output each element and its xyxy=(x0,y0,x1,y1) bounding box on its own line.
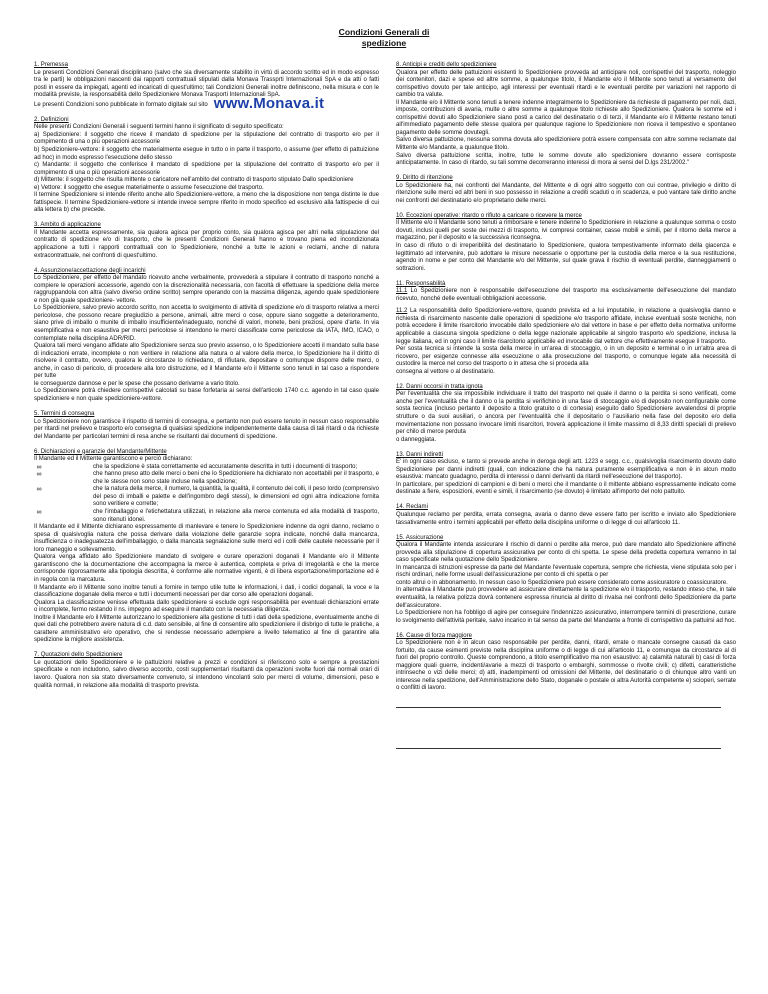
infinity-bullet-icon: ∞ xyxy=(36,463,42,471)
section-heading: 5. Termini di consegna xyxy=(34,410,95,417)
section-text: Lo Spedizioniere ha, nei confronti del Mandante, del Mittente e di ogni altro soggetto con cui contrae, privilegio e diritto di ritenzione sulle merci ed altri beni in suo possesso in relazione a crediti scaduti o in scadenza, e può vantare tale diritto anche nei confronti del destinatario e/o proprietario delle merci. xyxy=(396,182,736,204)
section-text: Le quotazioni dello Spedizioniere e le pattuizioni relative a prezzi e condizioni si riferiscono solo e sempre a prestazioni specificate e non includono, salvo diverso accordo, costi supplementari risultanti da operazioni svolte fuori dai normali orari di lavoro. Qualora non sia stato diversamente convenuto, si intendono vincolanti solo per merci di volume, dimensioni, peso e qualità normali, in relazione alla modalità di trasporto prevista. xyxy=(34,659,379,689)
section-text: Qualora tali merci vengano affidate allo Spedizioniere senza suo previo assenso, o lo Spedizioniere accetti il mandato sulla base di indicazioni errate, incomplete o non veritiere in relazione alla natura o al valore della merce, lo Spedizioniere ha il diritto di risolvere il contratto, ovvero, qualora le circostanze lo richiedano, di rifiutare, depositare o comunque disporre delle merci, o anche, in caso di pericolo, di procedere alla loro distruzione, ed il Mandante e/o il Mittente sono tenuti in tal caso a rispondere per tutte xyxy=(34,343,379,380)
section-2 xyxy=(34,117,379,215)
section-3 xyxy=(34,222,379,260)
section-1 xyxy=(34,62,379,112)
clause-number: 11.1 xyxy=(396,288,408,295)
clause-11-2 xyxy=(396,308,736,346)
warranty-text: che la natura della merce, il numero, la quantità, la qualità, il contenuto dei colli, il peso lordo (comprensivo del peso di imballi e palette e dell'ingombro degli stessi), le dimensioni ed ogni altra indicazione fornita sono veritiere e corrette; xyxy=(93,486,379,508)
section-heading: 7. Quotazioni dello Spedizioniere xyxy=(34,652,123,659)
section-heading: 8. Anticipi e crediti dello spedizioniere xyxy=(396,62,497,68)
infinity-bullet-icon: ∞ xyxy=(36,471,42,479)
section-heading: 16. Cause di forza maggiore xyxy=(396,632,472,639)
section-4 xyxy=(34,268,379,404)
section-11 xyxy=(396,281,736,377)
section-text: consegna al vettore o al destinatario. xyxy=(396,368,495,375)
section-heading: 10. Eccezioni operative: ritardo o rifiuto a caricare o ricevere la merce xyxy=(396,212,582,219)
section-12 xyxy=(396,384,736,444)
section-text: Qualora La classificazione venisse effettuata dallo spedizioniere si esclude ogni responsabilità per eventuali dichiarazioni errate o incomplete, fermo restando il ns. impegno ad eseguire il mandato con la necessaria diligenza. xyxy=(34,599,379,614)
section-13 xyxy=(396,452,736,497)
warranty-item xyxy=(34,486,379,509)
section-text: le conseguenze dannose e per le spese che possano derivarne a vario titolo. xyxy=(34,380,240,387)
section-text: Per l'eventualità che sia impossibile individuare il tratto del trasporto nel quale il danno o la perdita si sono verificati, come anche per l'eventualità che il danno o la perdita si verifichino in una fase di stoccaggio e/o di deposito non configurabile come sosta tecnica (incluso pertanto il deposito a titolo gratuito o di cortesia) eseguito dallo Spedizioniere avvalendosi di proprie strutture o da suoi ausiliari, o ancora per l'eventualità che il depositario o l'ausiliario nella fase del deposito e/o della movimentazione non possano invocare limiti risarcitori, troverà applicazione il limite massimo di 8,33 diritti speciali di prelievo per chilo di merce perduta xyxy=(396,391,736,436)
clause-11-1 xyxy=(396,288,736,303)
section-text: Per sosta tecnica si intende la sosta della merce in un'area di stoccaggio, o in un deposito e terminal o in un'altra area di ricovero, per esigenze connesse alla esecuzione o alla prosecuzione del trasporto, o comunque legate alla necessità di custodire la merce nel corso del trasporto o in attesa che si proceda alla xyxy=(396,346,736,368)
section-text: Salvo diversa pattuizione scritta, inoltre, tutte le somme dovute allo spedizioniere dovranno essere corrisposte anticipatamente. In caso di ritardo, su tali somme decorreranno interessi di mora ai sensi del D.lgs 231/2002." xyxy=(396,152,736,167)
warranty-text: che hanno preso atto delle merci o beni che lo Spedizioniere ha dichiarato non accettabili per il trasporto, e che le stesse non sono state incluse nella spedizione; xyxy=(93,471,379,485)
section-text: Qualora per effetto delle pattuizioni esistenti lo Spedizioniere provveda ad anticipare noli, corrispettivi del trasporto, noleggio dei contenitori, dazi e spese ed altre somme, a qualunque titolo, il Mandante e/o il Mittente sono tenuti al versamento del corrispettivo dovuto per tale anticipo, agli interessi per eventuali ritardi e le eventuali perdite per variazioni nel rapporto di cambio tra valute. xyxy=(396,69,736,99)
section-text: Lo Spedizioniere, salvo previo accordo scritto, non accetta lo svolgimento di attività di spedizione e/o di trasporto relativa a merci pericolose, che possono recare pregiudizio a persone, animali, altre merci o cose, oppure siano soggette a deterioramento, siano prive di imballo o munite di imballo insufficiente/inadeguato, nonché di valori, monete, beni preziosi, opere d'arte. In via esemplificativa e non esaustiva per merci pericolose si intendono le merci classificate come pericolose da IATA, IMO, ICAO, o contemplate nella disciplina ADR/RID. xyxy=(34,305,379,342)
section-6 xyxy=(34,449,379,645)
section-text: In mancanza di istruzioni espresse da parte del Mandante l'eventuale copertura, sempre che richiesta, viene stipulata solo per i rischi ordinari, nelle forme usuali dell'assicurazione per conto di chi spetta o per xyxy=(396,564,736,579)
section-text: Le presenti Condizioni sono pubblicate in formato digitale sul sito xyxy=(34,101,208,108)
clause-number: 11.2 xyxy=(396,308,408,315)
section-text: conto altrui o in abbonamento. In nessun caso lo Spedizioniere può essere considerato come assicuratore o coassicuratore. xyxy=(396,579,728,586)
section-text: Lo Spedizioniere non garantisce il rispetto di termini di consegna, e pertanto non può essere tenuto in nessun caso responsabile per ritardi nel prelievo e trasporto e/o consegna di qualsiasi spedizione indipendentemente dalla causa di tali ritardi o da richieste del Mandante per particolari termini di resa anche se risultanti dai documenti di spedizione. xyxy=(34,418,379,440)
document-title xyxy=(0,27,768,49)
right-column xyxy=(396,62,736,749)
section-text: o danneggiata. xyxy=(396,436,437,443)
section-heading: 4. Assunzione/accettazione degli incarichi xyxy=(34,267,146,274)
definition-item: d) Mittente: il soggetto che risulta mittente o caricatore nell'ambito del contratto di trasporto stipulato Dallo spedizioniere xyxy=(34,177,354,184)
section-heading: 12. Danni occorsi in tratta ignota xyxy=(396,383,483,390)
section-text: Il Mandante e/o il Mittente sono tenuti a tenere indenne integralmente lo Spedizioniere da richieste di pagamento per noli, dazi, imposte, contribuzioni di avaria, multe o altre somme a qualunque titolo richieste allo Spedizioniere. Qualora le somme ed i corrispettivi dovuti allo Spedizioniere siano posti a carico del destinatario o di terzi, il Mandante e/o il Mittente restano tenuti all'immediato pagamento delle stesse qualora per qualunque ragione lo Spedizioniere non riceva il tempestivo e spontaneo pagamento delle somme dovutegli. xyxy=(396,99,736,136)
infinity-bullet-icon: ∞ xyxy=(36,486,42,494)
divider-line xyxy=(396,707,721,708)
section-text: Qualora il Mandante intenda assicurare il rischio di danni o perdite alla merce, può dare mandato allo Spedizioniere affinché provveda alla stipulazione di copertura assicurativa per conto di chi spetta. Le spese della predetta copertura verranno in tal caso specificate nella quotazione dello Spedizioniere. xyxy=(396,542,736,564)
section-text: Salvo diversa pattuizione, nessuna somma dovuta allo spedizioniere potrà essere compensata con altre somme reclamate dal Mittente e/o Mandante, a qualunque titolo. xyxy=(396,137,736,152)
section-text: Le presenti Condizioni Generali disciplinano (salvo che sia diversamente stabilito in virtù di accordo scritto ed in modo espresso tra le parti) le obbligazioni nascenti dai rapporti contrattuali stipulati dalla Monava Trassprti Internazionali SpA e da atti o fatti posti in essere da impiegati, agenti ed incaricati di quest'ultimo; tali Condizioni Generali inoltre definiscono, nella misura e con le modalità previste, la responsabilità dello Spedizioniere Monava Trasporti Internazionali SpA. xyxy=(34,69,379,99)
section-14 xyxy=(396,504,736,527)
document-title-line2: spedizione xyxy=(361,38,407,48)
section-heading: 1. Premessa xyxy=(34,62,68,68)
clause-text: La responsabilità dello Spedizioniere-vettore, quando prevista ed a lui imputabile, in relazione a qualsivoglia danno e richiesta di risarcimento nascente dalle operazioni di spedizione e/o trasporto affidate, incluse eventuali soste tecniche, non potrà eccedere il limite risarcitorio invocabile dallo spedizioniere e/o dal vettore in base e per effetto della normativa uniforme applicabile a ciascuna singola spedizione o della legge nazionale applicabile al singolo trasporto e/o spedizione, inclusa la legge italiana, ed in ogni caso il limite risarcitorio applicabile ed invocabile dal vettore che effettivamente esegue il trasporto. xyxy=(396,308,736,345)
section-text: Il Mittente e/o il Mandante sono tenuti a rimborsare e tenere indenne lo Spedizioniere in relazione a qualunque somma o costo dovuti, inclusi quelli per soste dei mezzi di trasporto, ivi compresi container, casse mobili e simili, per il ritorno della merce a magazzino, per il deposito e la successiva riconsegna. xyxy=(396,220,736,242)
section-heading: 13. Danni indiretti xyxy=(396,451,444,458)
section-16 xyxy=(396,633,736,693)
section-text: Lo Spedizioniere, per effetto del mandato ricevuto anche verbalmente, provvederà a stipulare il contratto di trasporto nonché a compiere le operazioni accessorie, agendo con la discrezionalità necessaria, con facoltà di effettuare la spedizione della merce raggruppandola con altra (salvo diverso ordine scritto) sempre operando con la massima diligenza, agendo quale spedizioniere e non già quale spedizioniere- vettore. xyxy=(34,275,379,304)
section-heading: 15. Assicurazione xyxy=(396,534,444,541)
section-heading: 6. Dichiarazioni e garanzie del Mandante/Mittente xyxy=(34,448,167,455)
section-text: Lo Spedizioniere non ha l'obbligo di agire per conseguire l'indennizzo assicurativo, interrompere termini di prescrizione, curare lo svolgimento dell'attività peritale, salvo incarico in tal senso da parte del Mandante a fronte di corrispettivo da pattuirsi ad hoc. xyxy=(396,610,736,624)
section-text: E' in ogni caso escluso, e tanto si prevede anche in deroga degli artt. 1223 e segg. c.c., qualsivoglia risarcimento dovuto dallo Spedizioniere per danni indiretti (quali, con indicazione che ha natura puramente esemplificativa e non è in alcun modo esaustiva: mancato guadagno, perdita di interessi o danni derivanti da ritardi nell'esecuzione del trasporto). xyxy=(396,459,736,481)
section-text: Il termine Spedizioniere si intende riferito anche allo Spedizioniere-vettore, a meno che la disposizione non tenga distinte le due fattispecie. Il termine Spedizioniere-vettore si intende invece sempre riferito in modo specifico ed esclusivo alla fattispecie di cui alla lettera b) che precede. xyxy=(34,192,379,214)
warranty-item xyxy=(34,471,379,486)
infinity-bullet-icon: ∞ xyxy=(36,509,42,517)
monava-logo[interactable]: www.Monava.it xyxy=(213,94,325,112)
warranty-item xyxy=(34,464,379,472)
section-text: Il Mandante accetta espressamente, sia qualora agisca per proprio conto, sia qualora agisca per altri nella stipulazione del contratto di spedizione e/o di trasporto, che le presenti Condizioni Generali hanno e trovano piena ed incondizionata applicazione a tutti i rapporti contrattuali con lo Spedizioniere, nonché a tutte le azioni e reclami, anche di natura extracontrattuale, nei confronti di quest'ultimo. xyxy=(34,229,379,259)
section-15 xyxy=(396,535,736,626)
definition-item: e) Vettore: il soggetto che esegue materialmente o assume l'esecuzione del trasporto. xyxy=(34,184,264,191)
section-heading: 14. Reclami xyxy=(396,504,428,511)
warranty-text: che l'imballaggio e l'etichettatura utilizzati, in relazione alla merce contenuta ed alla modalità di trasporto, sono ritenuti idonei. xyxy=(93,509,379,523)
divider-line xyxy=(396,748,721,749)
section-heading: 11. Responsabilità xyxy=(396,280,446,287)
left-column xyxy=(34,62,379,698)
section-text: Il Mandante e/o il Mittente sono inoltre tenuti a fornire in tempo utile tutte le informazioni, i dati, i codici doganali, la voce e la classificazione doganale della merce e tutti i documenti necessari per dar corso alle operazioni doganali. xyxy=(34,584,379,599)
definition-item: b) Spedizioniere-vettore: il soggetto che materialmente esegue in tutto o in parte il trasporto, o assume (per effetto di pattuizione ad hoc) in modo espresso l'esecuzione dello stesso xyxy=(34,146,379,161)
warranty-item xyxy=(34,509,379,524)
section-text: Il Mandante ed il Mittente garantiscono e perciò dichiarano: xyxy=(34,456,193,463)
section-text: In alternativa il Mandante può provvedere ad assicurare direttamente la spedizione e/o il trasporto, restando inteso che, in tale eventualità, la relativa polizza dovrà contenere espressa rinuncia al diritto di rivalsa nei confronti dello Spedizioniere da parte dell'assicuratore. xyxy=(396,587,736,609)
clause-text: Lo Spedizioniere non è responsabile dell'esecuzione del trasporto ma esclusivamente dell'esecuzione del mandato ricevuto, nonché delle eventuali obbligazioni accessorie. xyxy=(396,288,736,302)
definition-item: a) Spedizioniere: il soggetto che riceve il mandato di spedizione per la stipulazione del contratto di trasporto e/o per il compimento di una o più operazioni accessorie xyxy=(34,131,379,146)
section-heading: 2. Definizioni xyxy=(34,116,69,123)
section-7 xyxy=(34,652,379,690)
section-10 xyxy=(396,213,736,273)
definition-item: c) Mandante: il soggetto che conferisce il mandato di spedizione per la stipulazione del contratto di trasporto e/o per il compimento di una o più operazioni accessorie xyxy=(34,162,379,176)
warranty-text: che la spedizione è stata correttamente ed accuratamente descritta in tutti i documenti di trasporto; xyxy=(93,463,358,470)
section-5 xyxy=(34,411,379,441)
section-text: In caso di rifiuto o di irreperibilità del destinatario lo Spedizioniere, qualora tempestivamente informato della giacenza e legittimato ad intervenire, può adottare le misure necessarie o opportune per la custodia della merce e la sua restituzione, agendo in nome e per conto del Mandante e/o del Mittente, sul quale grava il rischio di eventuali perdite, danneggiamenti o sottrazioni. xyxy=(396,243,736,272)
section-heading: 3. Ambito di applicazione xyxy=(34,222,101,229)
section-text: Qualora venga affidato allo Spedizioniere mandato di svolgere e curare operazioni doganali il Mandante e/o il Mittente garantiscono che la documentazione che accompagna la merce è autentica, completa e priva di irregolarità e che la merce corrisponde rigorosamente alla tipologia descritta, è conforme alle normative vigenti, è di libera esportazione/importazione ed è in regola con la marcatura. xyxy=(34,554,379,583)
section-text: Qualunque reclamo per perdita, errata consegna, avaria o danno deve essere fatto per iscritto e inviato allo Spedizioniere tassativamente entro i termini applicabili per effetto della disciplina uniforme o di legge di cui all'articolo 11. xyxy=(396,511,736,526)
section-8 xyxy=(396,62,736,168)
section-9 xyxy=(396,175,736,205)
section-text: In particolare, per spedizioni di campioni e di beni o merci che il mandante o il mittente abbiano espressamente indicato come destinate a fiere, esposizioni, eventi e simili, il risarcimento (se dovuto) è limitato all'importo del nolo pattuito. xyxy=(396,481,736,496)
section-text: Nelle presenti Condizioni Generali i seguenti termini hanno il significato di seguito specificato: xyxy=(34,124,284,131)
section-heading: 9. Diritto di ritenzione xyxy=(396,175,453,182)
section-text: Lo Spedizioniere non è in alcun caso responsabile per perdite, danni, ritardi, errate o mancate consegne causati da caso fortuito, da cause esimenti previste nella disciplina uniforme o di legge di cui all'articolo 11, e comunque da circostanze al di fuori del proprio controllo. Queste comprendono, a titolo esemplificativo ma non esaustivo: a) calamità naturali b) casi di forza maggiore quali guerre, incidenti/avarie a mezzi di trasporto o embarghi, sommosse o rivolte civili; c) difetti, caratteristiche intrinseche o vizi delle merci; d) atti, inadempimenti od omissioni del Mittente, del destinatario o di chiunque altro vanti un interesse nella spedizione, dell'Amministrazione dello Stato, doganale o postale oi altra Autorità competente e) scioperi, serrate o conflitti di lavoro. xyxy=(396,640,736,692)
section-text: Lo Spedizioniere potrà chiedere corrispettivi calcolati su base forfetaria ai sensi dell'articolo 1740 c.c. agendo in tal caso quale spedizioniere e non quale spedizioniere-vettore. xyxy=(34,388,379,402)
section-text: Il Mandante ed il Mittente dichiarano espressamente di manlevare e tenere lo Spedizioniere indenne da ogni danno, reclamo o spesa di qualsivoglia natura che possa derivare dalla violazione delle garanzie sopra indicate, nonché dalla mancanza, insufficienza o inadeguatezza dell'imballaggio, o dalla mancata segnalazione sulle merci ed i colli delle cautele necessarie per il loro maneggio e sollevamento. xyxy=(34,524,379,553)
document-title-line1: Condizioni Generali di xyxy=(338,27,430,37)
section-text: Inoltre il Mandante e/o il Mittente autorizzano lo spedizioniere alla gestione di tutti i dati della spedizione, eventualmente anche di quei dati che potrebbero avere natura di c.d. dato sensibile, al fine di consentire allo spedizioniere il disbrigo di tutte le pratiche, a carattere amministrativo e/o operativo, che si rendesse necessario adempiere a livello telematico al fine di garantire alla spedizione la migliore assistenza. xyxy=(34,614,379,644)
